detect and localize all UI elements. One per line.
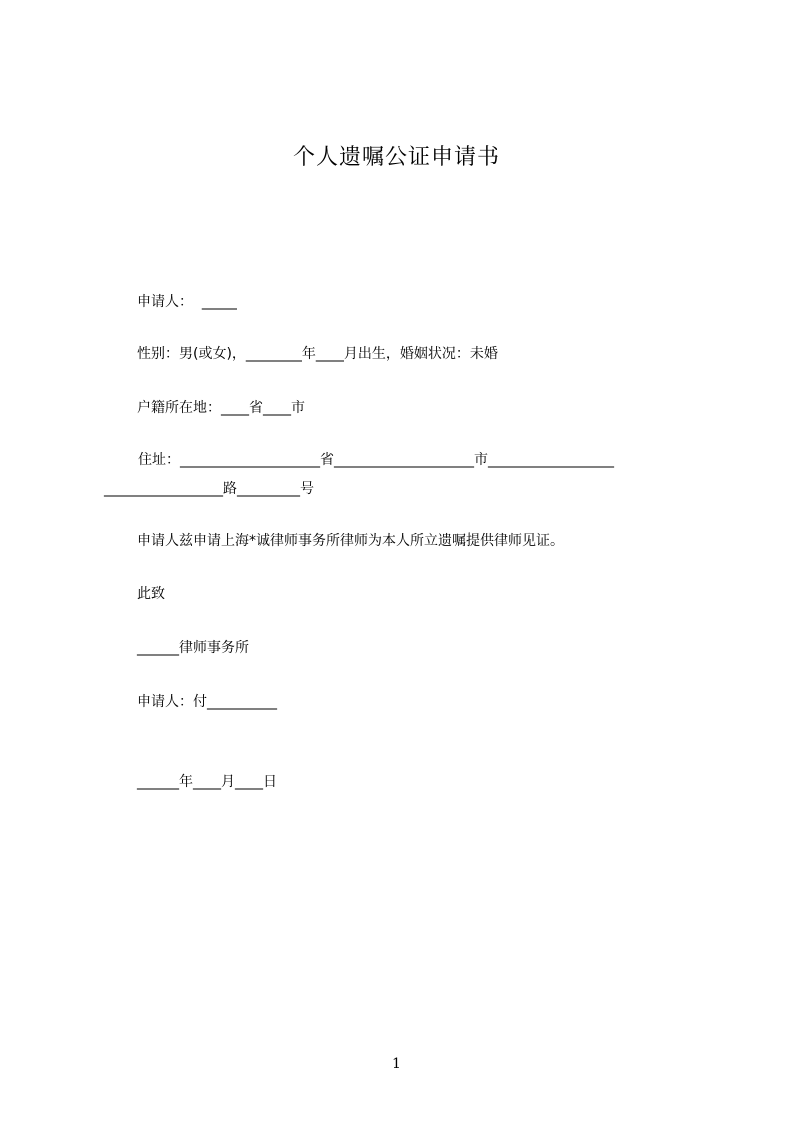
applicant-line: 申请人： _____ bbox=[137, 294, 237, 310]
address-line-1: 住址：____________________省____________________市__________________ bbox=[138, 452, 614, 468]
signature-line: 申请人：付__________ bbox=[137, 694, 277, 710]
recipient-line: ______律师事务所 bbox=[137, 640, 249, 656]
address-line-2: _________________路_________号 bbox=[104, 481, 314, 497]
document-title: 个人遗嘱公证申请书 bbox=[292, 145, 500, 170]
salutation-line: 此致 bbox=[137, 586, 165, 602]
date-line: ______年____月____日 bbox=[137, 774, 277, 790]
statement-line: 申请人兹申请上海*诚律师事务所律师为本人所立遗嘱提供律师见证。 bbox=[137, 533, 564, 549]
household-registration-line: 户籍所在地：____省____市 bbox=[137, 400, 305, 416]
page-number: 1 bbox=[392, 1056, 401, 1072]
gender-birth-line: 性别：男(或女)，________年____月出生，婚姻状况：未婚 bbox=[137, 346, 498, 362]
